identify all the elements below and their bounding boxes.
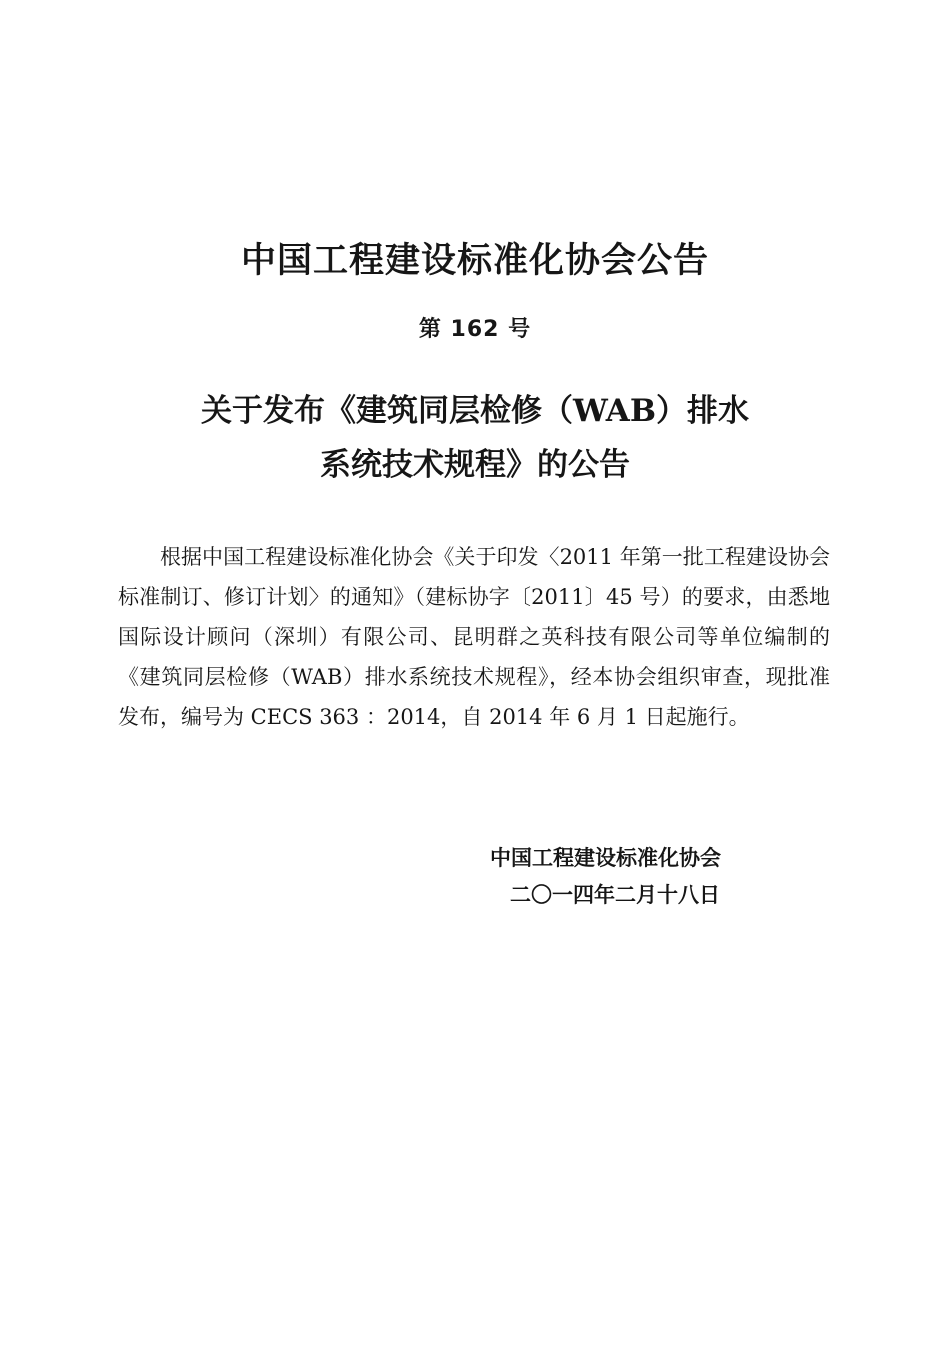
- issuer-signature: 中国工程建设标准化协会: [490, 846, 721, 870]
- announcement-subject: [0, 384, 950, 492]
- subject-line-2: 系统技术规程》的公告: [320, 447, 630, 483]
- issue-date: 二〇一四年二月十八日: [510, 883, 720, 907]
- announcement-body: 根据中国工程建设标准化协会《关于印发〈2011 年第一批工程建设协会标准制订、修订计划〉的通知》（建标协字〔2011〕45 号）的要求，由悉地国际设计顾问（深圳）有限公司、昆明群之英科技有限公司等单位编制的《建筑同层检修（WAB）排水系统技术规程》，经本协会组织审查，现批准发布，编号为 CECS 363 ：2014，自 2014 年 6 月 1 日起施行。: [118, 545, 830, 729]
- announcement-number: 第 162 号: [418, 317, 532, 342]
- announcement-title: 中国工程建设标准化协会公告: [240, 241, 709, 281]
- subject-line-1: 关于发布《建筑同层检修（WAB）排水: [200, 393, 750, 429]
